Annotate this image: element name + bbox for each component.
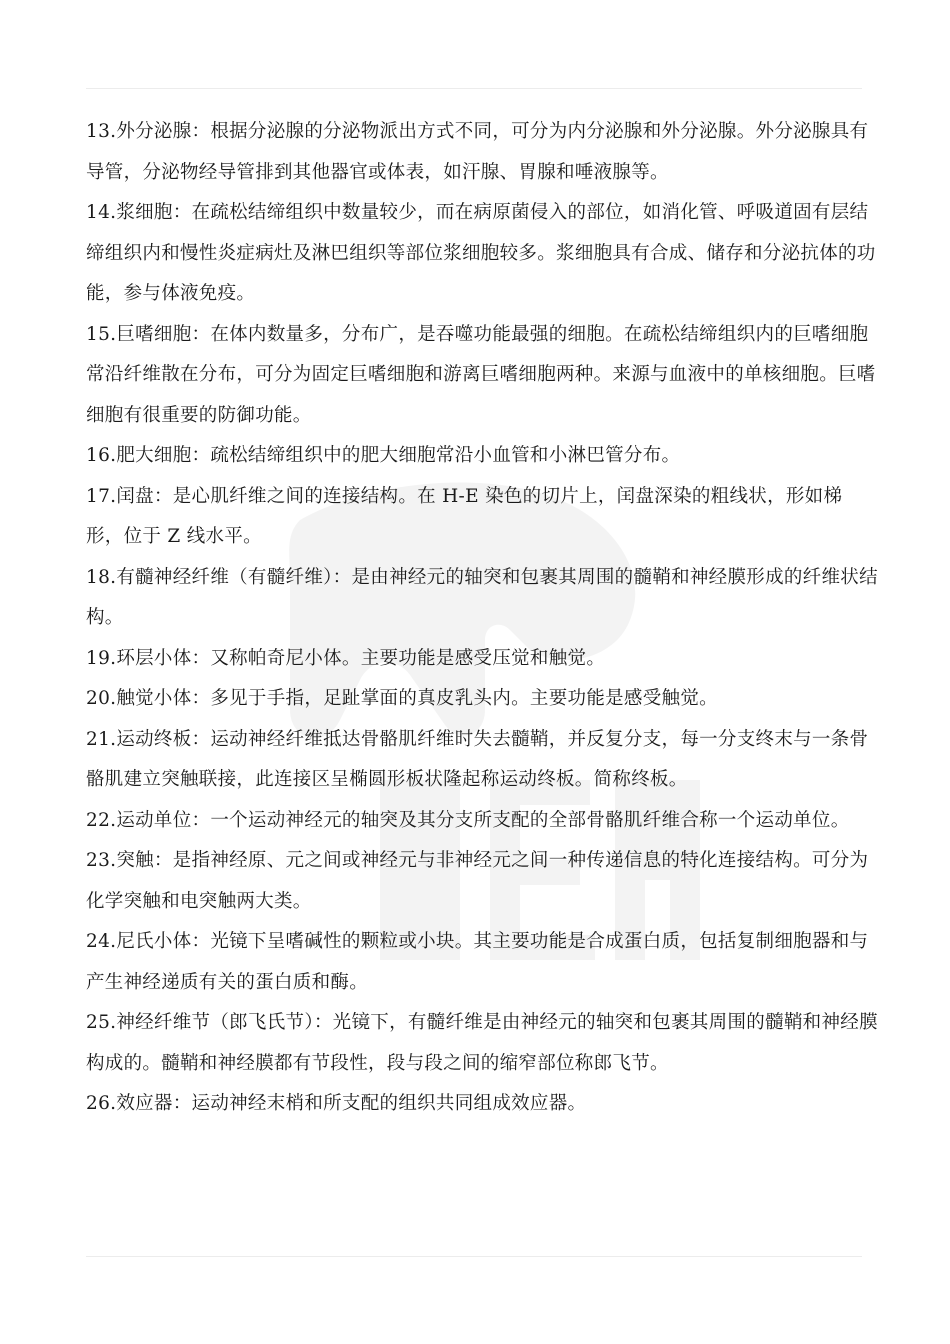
footer-rule [86,1256,862,1257]
definition-25-node-of-ranvier: 25.神经纤维节（郎飞氏节）：光镜下，有髓纤维是由神经元的轴突和包裹其周围的髓鞘和神经膜构成的。髓鞘和神经膜都有节段性，段与段之间的缩窄部位称郎飞节。 [86,1012,878,1074]
definitions-list [86,112,878,1125]
definition-26-effector: 26.效应器：运动神经末梢和所支配的组织共同组成效应器。 [86,1093,587,1114]
header-rule [86,88,862,89]
definition-21-motor-end-plate: 21.运动终板：运动神经纤维抵达骨骼肌纤维时失去髓鞘，并反复分支，每一分支终末与一条骨骼肌建立突触联接，此连接区呈椭圆形板状隆起称运动终板。简称终板。 [86,728,869,790]
definition-14-plasma-cell: 14.浆细胞：在疏松结缔组织中数量较少，而在病原菌侵入的部位，如消化管、呼吸道固有层结缔组织内和慢性炎症病灶及淋巴组织等部位浆细胞较多。浆细胞具有合成、储存和分泌抗体的功能，参与体液免疫。 [86,202,876,304]
definition-24-nissl-body: 24.尼氏小体：光镜下呈嗜碱性的颗粒或小块。其主要功能是合成蛋白质，包括复制细胞器和与产生神经递质有关的蛋白质和酶。 [86,931,869,993]
definition-19-pacinian-corpuscle: 19.环层小体：又称帕奇尼小体。主要功能是感受压觉和触觉。 [86,647,606,669]
definition-18-myelinated-fiber: 18.有髓神经纤维（有髓纤维）：是由神经元的轴突和包裹其周围的髓鞘和神经膜形成的纤维状结构。 [86,566,878,628]
definition-16-mast-cell: 16.肥大细胞：疏松结缔组织中的肥大细胞常沿小血管和小淋巴管分布。 [86,445,681,466]
definition-22-motor-unit: 22.运动单位：一个运动神经元的轴突及其分支所支配的全部骨骼肌纤维合称一个运动单位。 [86,809,850,831]
definition-13-exocrine-gland: 13.外分泌腺：根据分泌腺的分泌物派出方式不同，可分为内分泌腺和外分泌腺。外分泌腺具有导管，分泌物经导管排到其他器官或体表，如汗腺、胃腺和唾液腺等。 [86,121,869,183]
definition-17-intercalated-disc: 17.闰盘：是心肌纤维之间的连接结构。在 H-E 染色的切片上，闰盘深染的粗线状，形如梯形，位于 Z 线水平。 [86,485,843,547]
definition-23-synapse: 23.突触：是指神经原、元之间或神经元与非神经元之间一种传递信息的特化连接结构。可分为化学突触和电突触两大类。 [86,850,869,912]
definition-20-tactile-corpuscle: 20.触觉小体：多见于手指，足趾掌面的真皮乳头内。主要功能是感受触觉。 [86,688,718,709]
definition-15-macrophage: 15.巨嗜细胞：在体内数量多，分布广，是吞噬功能最强的细胞。在疏松结缔组织内的巨嗜细胞常沿纤维散在分布，可分为固定巨嗜细胞和游离巨嗜细胞两种。来源与血液中的单核细胞。巨嗜细胞有很重要的防御功能。 [86,323,876,426]
